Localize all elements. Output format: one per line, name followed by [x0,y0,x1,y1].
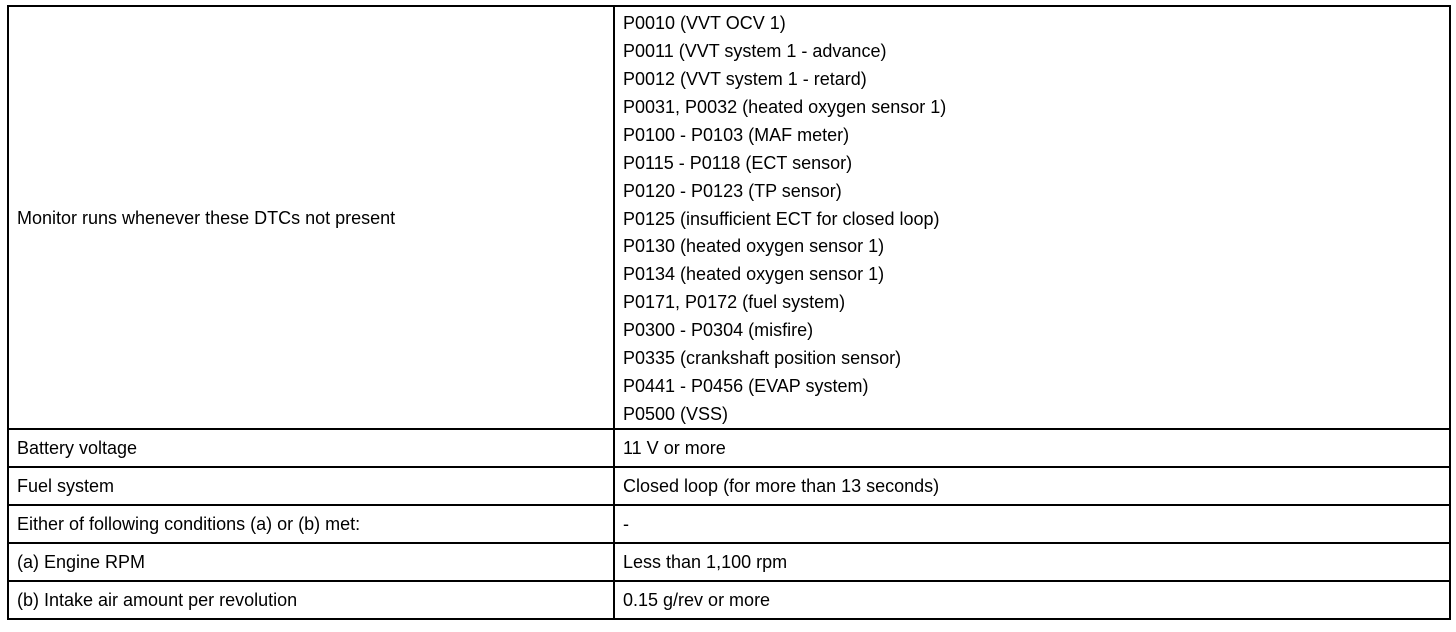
row-label: (b) Intake air amount per revolution [8,581,614,619]
dtc-list-item: P0011 (VVT system 1 - advance) [623,41,887,62]
table-row-fuel-system [8,467,1450,505]
row-label: Either of following conditions (a) or (b) met: [8,505,614,543]
dtc-list-item: P0171, P0172 (fuel system) [623,292,846,313]
table-row-intake-air [8,581,1450,619]
dtc-list-item: P0441 - P0456 (EVAP system) [623,375,869,396]
dtc-list-item: P0134 (heated oxygen sensor 1) [623,264,885,285]
dtc-list-item: P0031, P0032 (heated oxygen sensor 1) [623,96,947,117]
row-label: Monitor runs whenever these DTCs not present [8,6,614,429]
dtc-code-list [623,7,1449,427]
table-row-engine-rpm [8,543,1450,581]
row-value: 0.15 g/rev or more [614,581,1450,619]
dtc-list-item: P0130 (heated oxygen sensor 1) [623,236,885,257]
table-row-dtc-exclusions [8,6,1450,429]
dtc-list-item: P0100 - P0103 (MAF meter) [623,124,850,145]
row-value: 11 V or more [614,429,1450,467]
dtc-list-item: P0012 (VVT system 1 - retard) [623,69,867,90]
dtc-list-item: P0300 - P0304 (misfire) [623,320,814,341]
dtc-list-cell [614,6,1450,429]
dtc-list-item: P0335 (crankshaft position sensor) [623,348,902,368]
monitor-conditions-table [7,5,1451,620]
row-label: (a) Engine RPM [8,543,614,581]
dtc-list-item: P0500 (VSS) [623,403,729,424]
row-value: Less than 1,100 rpm [614,543,1450,581]
dtc-list-item: P0120 - P0123 (TP sensor) [623,180,842,201]
row-label: Fuel system [8,467,614,505]
dtc-list-item: P0125 (insufficient ECT for closed loop) [623,208,940,229]
table-row-battery-voltage [8,429,1450,467]
row-label: Battery voltage [8,429,614,467]
conditions-table-container [7,5,1437,620]
dtc-list-item: P0010 (VVT OCV 1) [623,13,786,34]
table-row-either-condition [8,505,1450,543]
dtc-list-item: P0115 - P0118 (ECT sensor) [623,152,853,173]
row-value: Closed loop (for more than 13 seconds) [614,467,1450,505]
row-value: - [614,505,1450,543]
